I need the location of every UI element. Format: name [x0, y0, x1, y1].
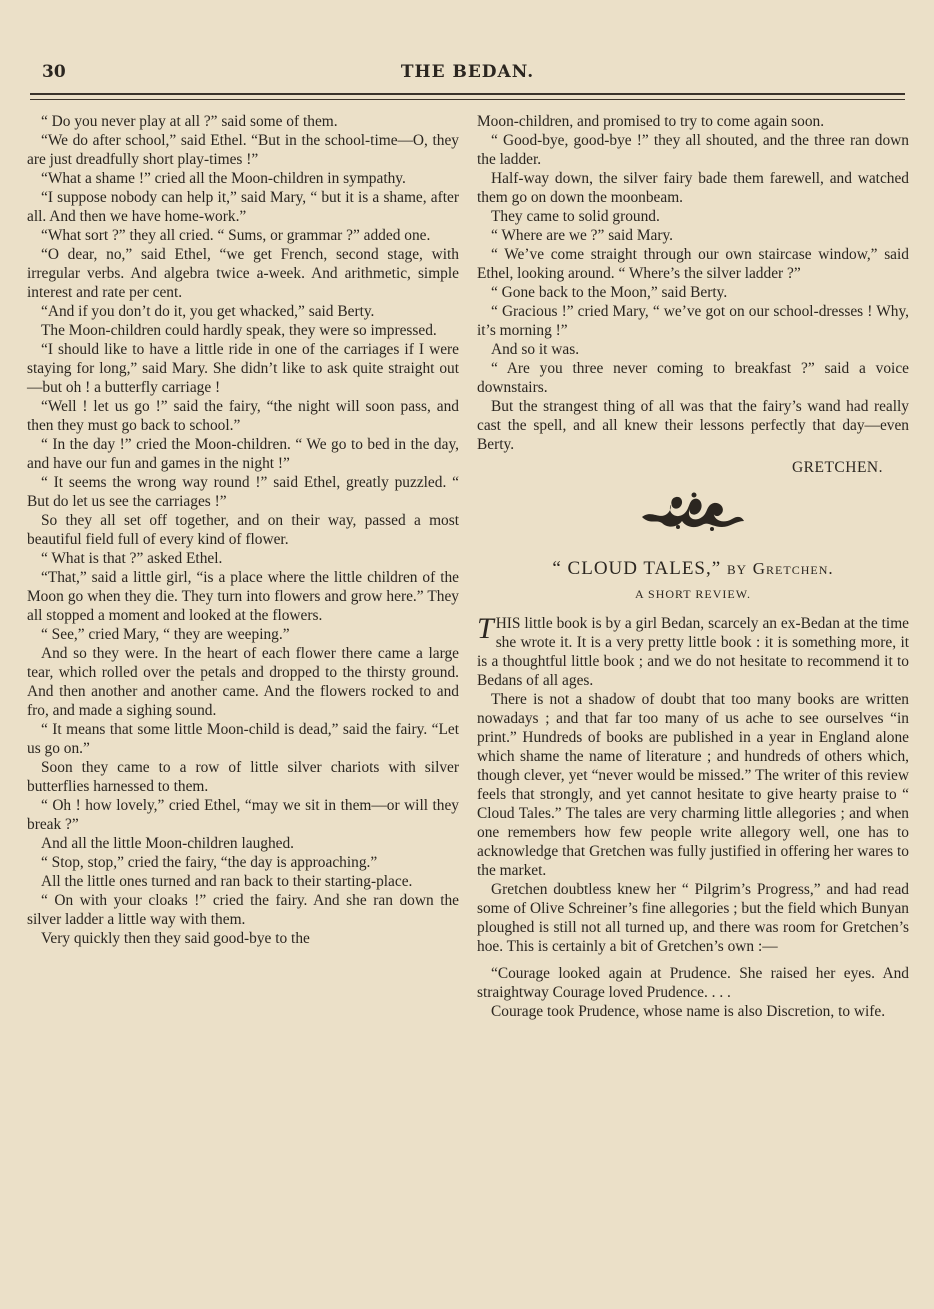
paragraph: And so it was. [491, 341, 580, 358]
paragraph: And so they were. In the heart of each flower there came a large tear, which rolled over the petals and dropped to the thirsty ground. And then another and another came. And the flowers rocked to and fro, and made a sighing sound. [27, 645, 459, 719]
quotation: “Courage looked again at Prudence. She raised her eyes. And straightway Courage loved Prudence. . . . [477, 965, 909, 1001]
quotation: Courage took Prudence, whose name is also Discretion, to wife. [491, 1003, 886, 1020]
review-title-author: Gretchen. [752, 559, 834, 578]
paragraph: “ Gone back to the Moon,” said Berty. [491, 284, 728, 301]
header-rule-thick [30, 93, 905, 95]
paragraph: “ Are you three never coming to breakfast ?” said a voice downstairs. [477, 360, 909, 396]
paragraph: Half-way down, the silver fairy bade them farewell, and watched them go on down the moonbeam. [477, 170, 909, 206]
paragraph: “What a shame !” cried all the Moon-children in sympathy. [41, 170, 406, 187]
right-column [477, 112, 909, 1021]
paragraph: They came to solid ground. [491, 208, 660, 225]
running-title: THE BEDAN. [400, 62, 535, 82]
paragraph: “And if you don’t do it, you get whacked,” said Berty. [41, 303, 375, 320]
paragraph: There is not a shadow of doubt that too many books are written nowadays ; and that far too many of us ache to see ourselves “in print.” Hundreds of books are published in a year in England alone which shame the name of literature ; and hundreds of others which, though clever, yet “never would be missed.” The writer of this review feels that strongly, and yet cannot hesitate to give hearty praise to “ Cloud Tales.” The tales are very charming little allegories ; and when one remembers how few people write allegory well, one has to acknowledge that Gretchen was fully justified in offering her wares to the market. [477, 691, 909, 879]
paragraph: “ In the day !” cried the Moon-children. “ We go to bed in the day, and have our fun and games in the night !” [27, 436, 459, 472]
header-rule-thin [30, 99, 905, 100]
paragraph: “ Gracious !” cried Mary, “ we’ve got on our school-dresses ! Why, it’s morning !” [477, 303, 909, 339]
paragraph: All the little ones turned and ran back to their starting-place. [41, 873, 413, 890]
page-number: 30 [42, 62, 66, 82]
paragraph: “ We’ve come straight through our own staircase window,” said Ethel, looking around. “ Where’s the silver ladder ?” [477, 246, 909, 282]
paragraph: “We do after school,” said Ethel. “But in the school-time—O, they are just dreadfully short play-times !” [27, 132, 459, 168]
paragraph: “ What is that ?” asked Ethel. [41, 550, 223, 567]
paragraph: “ Stop, stop,” cried the fairy, “the day is approaching.” [41, 854, 378, 871]
paragraph: But the strangest thing of all was that the fairy’s wand had really cast the spell, and all knew their lessons perfectly that day—even Berty. [477, 398, 909, 453]
drop-cap: T [477, 612, 494, 645]
paragraph: “ On with your cloaks !” cried the fairy. And she ran down the silver ladder a little way with them. [27, 892, 459, 928]
paragraph: “Well ! let us go !” said the fairy, “the night will soon pass, and then they must go back to school.” [27, 398, 459, 434]
review-title-text: “ CLOUD TALES,” [552, 558, 722, 579]
paragraph: “ It seems the wrong way round !” said Ethel, greatly puzzled. “ But do let us see the carriages !” [27, 474, 459, 510]
paragraph: Gretchen doubtless knew her “ Pilgrim’s Progress,” and had read some of Olive Schreiner’s fine allegories ; but the field which Bunyan ploughed is still not all turned up, and there was room for Gretchen’s hoe. This is certainly a bit of Gretchen’s own :— [477, 881, 909, 955]
paragraph: “I should like to have a little ride in one of the carriages if I were staying for long,” said Mary. She didn’t like to ask quite straight out—but oh ! a butterfly carriage ! [27, 341, 459, 396]
review-title-by: BY [726, 562, 747, 577]
paragraph: “ Do you never play at all ?” said some of them. [41, 113, 338, 130]
paragraph: “O dear, no,” said Ethel, “we get French, second stage, with irregular verbs. And algebra twice a-week. And arithmetic, simple interest and rate per cent. [27, 246, 459, 301]
paragraph: “ Oh ! how lovely,” cried Ethel, “may we sit in them—or will they break ?” [27, 797, 459, 833]
floral-ornament-icon [638, 487, 748, 533]
paragraph: So they all set off together, and on their way, passed a most beautiful field full of every kind of flower. [27, 512, 459, 548]
paragraph: “ Where are we ?” said Mary. [491, 227, 674, 244]
review-subtitle: A SHORT REVIEW. [635, 587, 751, 601]
paragraph: The Moon-children could hardly speak, they were so impressed. [41, 322, 437, 339]
paragraph: “What sort ?” they all cried. “ Sums, or grammar ?” added one. [41, 227, 431, 244]
page-header [30, 60, 905, 90]
paragraph: Very quickly then they said good-bye to the [41, 930, 310, 947]
left-column [27, 112, 459, 948]
paragraph: “ Good-bye, good-bye !” they all shouted, and the three ran down the ladder. [477, 132, 909, 168]
paragraph: “I suppose nobody can help it,” said Mary, “ but it is a shame, after all. And then we have home-work.” [27, 189, 459, 225]
paragraph: “ See,” cried Mary, “ they are weeping.” [41, 626, 290, 643]
author-signature: GRETCHEN. [791, 459, 883, 476]
paragraph: And all the little Moon-children laughed. [41, 835, 295, 852]
paragraph: “That,” said a little girl, “is a place where the little children of the Moon go when they die. They turn into flowers and grow here.” They all stopped a moment and looked at the flowers. [27, 569, 459, 624]
review-first-paragraph [477, 614, 909, 690]
paragraph: Soon they came to a row of little silver chariots with silver butterflies harnessed to them. [27, 759, 459, 795]
review-first-paragraph-text: HIS little book is by a girl Bedan, scarcely an ex-Bedan at the time she wrote it. It is a very pretty little book : it is something more, it is a thoughtful little book ; and we do not hesitate to recommend it to Bedans of all ages. [477, 615, 909, 689]
paragraph: “ It means that some little Moon-child is dead,” said the fairy. “Let us go on.” [27, 721, 459, 757]
review-title [477, 559, 909, 579]
paragraph: Moon-children, and promised to try to come again soon. [477, 113, 825, 130]
